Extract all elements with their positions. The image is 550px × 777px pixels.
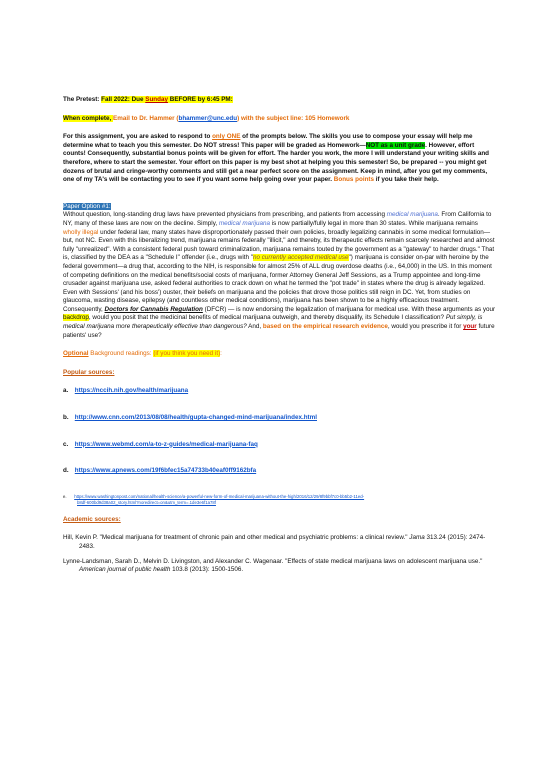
optional-readings-heading [63, 350, 497, 359]
source-link-b[interactable]: http://www.cnn.com/2013/08/08/health/gupta-changed-mind-marijuana/index.html [74, 414, 317, 422]
source-label-b: b. [63, 414, 69, 422]
source-item-e [63, 494, 497, 506]
source-link-e[interactable]: https://www.washingtonpost.com/national/health-science/a-powerful-new-form-of-medical-marijuana-without-the-high/2016/12/29/8f9bbf7c0-bb5b2-11ed- [74, 493, 365, 499]
ref1-details: 313.24 (2015): 2474-2483. [79, 534, 486, 550]
document-page [63, 96, 497, 581]
wholly-illegal-emphasis: wholly illegal [63, 228, 99, 236]
intro-text-4: if you take their help. [374, 176, 439, 184]
bonus-points-emphasis: Bonus points [333, 176, 375, 184]
intro-text-3: . However, effort counts! Consequently, substantial bonus points will be given for effort. The harder you work, the more I will understand your writing skills and therefore, where to start the semester. Your effort on this paper is my best shot at helping you this semester! So, be prepared -- you might get dozens of brutal and cringe-worthy comments and still get a near perfect score on the assignment. Keep in mind, after you get my comments, one of my TA's will be contacting you to see if you want some help going over your paper. [63, 141, 490, 184]
assignment-title [63, 96, 497, 105]
no-accepted-use-highlight: no currently accepted medical use [253, 254, 349, 262]
term-medical-marijuana-2: medical marijuana [218, 219, 270, 227]
subject-line: ) with the subject line: 105 Homework [237, 114, 350, 122]
intro-text-2: of the prompts below. The skills you use to compose your essay will help me determine what to teach you this semester. Do NOT stress! This paper will be graded as Homework— [63, 133, 473, 149]
popular-sources-heading: Popular sources: [63, 368, 115, 376]
due-day: Sunday [145, 96, 169, 103]
academic-ref-2 [63, 558, 497, 575]
option1-heading-text: Paper Option #1: [63, 202, 111, 210]
option1-heading [63, 203, 497, 212]
source-label-a: a. [63, 387, 69, 395]
option1-body [63, 211, 497, 340]
doctors-cannabis-regulation: Doctors for Cannabis Regulation [104, 305, 203, 313]
opt1-text-8: And, [246, 323, 263, 331]
opt1-text-9: , would you prescribe it for [387, 323, 464, 331]
opt1-text-4: under federal law, many states have disproportionately passed their own policies, broadly legalizing cannabis in some medical formulation—but, not NC. Even with this liberalizing trend, marijuana remains federally "illicit," and thereby, its therapeutic effects remain scarcely researched and almost fully "unrealized". With a consistent federal push toward criminalization, marijuana remains touted by the government as a "gateway" to harder drugs." That is, classified by the DEA as a "Schedule I" offender (i.e., drugs with " [63, 228, 495, 262]
not-unit-grade-highlight: NOT as a unit grade [365, 141, 426, 149]
ref1-journal: Jama [409, 534, 425, 542]
intro-paragraph [63, 133, 497, 185]
opt1-text-3: is now partially/fully legal in more than 30 states. While marijuana remains [269, 219, 478, 227]
optional-colon: : [220, 350, 222, 358]
academic-sources-heading: Academic sources: [63, 515, 121, 523]
question-italic: Put simply, is medical marijuana more therapeutically effective than dangerous? [63, 314, 483, 331]
empirical-evidence-emphasis: based on the empirical research evidence [262, 323, 388, 331]
backdrop-highlight: backdrop [63, 314, 89, 322]
email-link[interactable]: bhammer@unc.edu [178, 114, 238, 122]
ref2-journal: American journal of public health [79, 566, 171, 574]
source-label-e: e. [63, 493, 67, 499]
source-label-d: d. [63, 467, 69, 475]
source-link-e-continued[interactable]: b8df-600bd9d38a02_story.html?noredirect=on&utm_term=.1de3e6f1a78f [77, 499, 216, 505]
intro-text-1: For this assignment, you are asked to respond to [63, 133, 213, 141]
source-item-c [63, 441, 497, 450]
source-item-a [63, 387, 497, 396]
only-one-emphasis: only ONE [212, 133, 241, 141]
source-link-a[interactable]: https://nccih.nih.gov/health/marijuana [74, 387, 189, 395]
if-need-highlight: (if you think you need it) [153, 350, 221, 358]
source-label-c: c. [63, 440, 69, 448]
title-prefix: The Pretest: [63, 96, 102, 103]
source-link-c[interactable]: https://www.webmd.com/a-to-z-guides/medical-marijuana-faq [74, 440, 258, 448]
opt1-text-10: future patients' use? [63, 323, 495, 339]
ref2-details: 103.8 (2013): 1500-1506. [170, 566, 244, 574]
source-item-d [63, 467, 497, 476]
your-emphasis: your [463, 323, 477, 331]
optional-label: Optional [63, 350, 89, 358]
opt1-text-7: , would you posit that the medicinal benefits of medical marijuana outweigh, and thereby disqualify, its Schedule I classification? [88, 314, 446, 322]
due-time: BEFORE by 6:45 PM: [168, 96, 233, 103]
academic-ref-1 [63, 534, 497, 551]
opt1-text-2: . From California to NY, many of these laws are now on the decline. Simply, [63, 211, 492, 227]
source-item-b [63, 414, 497, 423]
email-to-text: Email to Dr. Hammer ( [113, 114, 179, 122]
term-text: Fall 2022: [101, 96, 132, 103]
ref2-authors: Lynne-Landsman, Sarah D., Melvin D. Livingston, and Alexander C. Wagenaar. "Effects of state medical marijuana laws on adolescent marijuana use." [63, 557, 483, 565]
source-link-d[interactable]: https://www.apnews.com/19f6bfec15a74733b40eaf0ff9162bfa [74, 467, 257, 475]
opt1-text-5: ") marijuana is consider on-par with heroine by the federal government—a drug that, according to the NIH, is responsible for almost 25% of ALL drug overdose deaths (i.e., 64,000) in the US. In this moment of competing definitions on the medical benefits/social costs of marijuana, former Attorney General Jeff Sessions, as a Trump appointee and long-time crusader against marijuana use, asked federal authorities to crack down on what he termed the "pot trade" in states where the drug is already legalized. Even with Sessions' (and his boss') ouster, their beliefs on marijuana and the policies that drove those politics still reign in DC. Yet, from studies on glaucoma, wasting disease, epilepsy (and countless other medical conditions), marijuana has been shown to be a highly efficacious treatment. Consequently, [63, 254, 492, 313]
background-readings-label: Background readings: [88, 350, 154, 358]
when-complete: When complete, [63, 114, 114, 122]
email-instructions [63, 115, 497, 124]
ref1-authors: Hill, Kevin P. "Medical marijuana for treatment of chronic pain and other medical and psychiatric problems: a clinical review." [63, 534, 410, 542]
opt1-text-1: Without question, long-standing drug laws have prevented physicians from prescribing, and patients from accessing [63, 211, 387, 219]
opt1-text-6: (DFCR) — is now endorsing the legalization of marijuana for medical use. With these arguments as your [202, 305, 496, 313]
due-text: Due [131, 96, 146, 103]
term-label [101, 96, 233, 103]
term-medical-marijuana: medical marijuana [386, 211, 438, 219]
